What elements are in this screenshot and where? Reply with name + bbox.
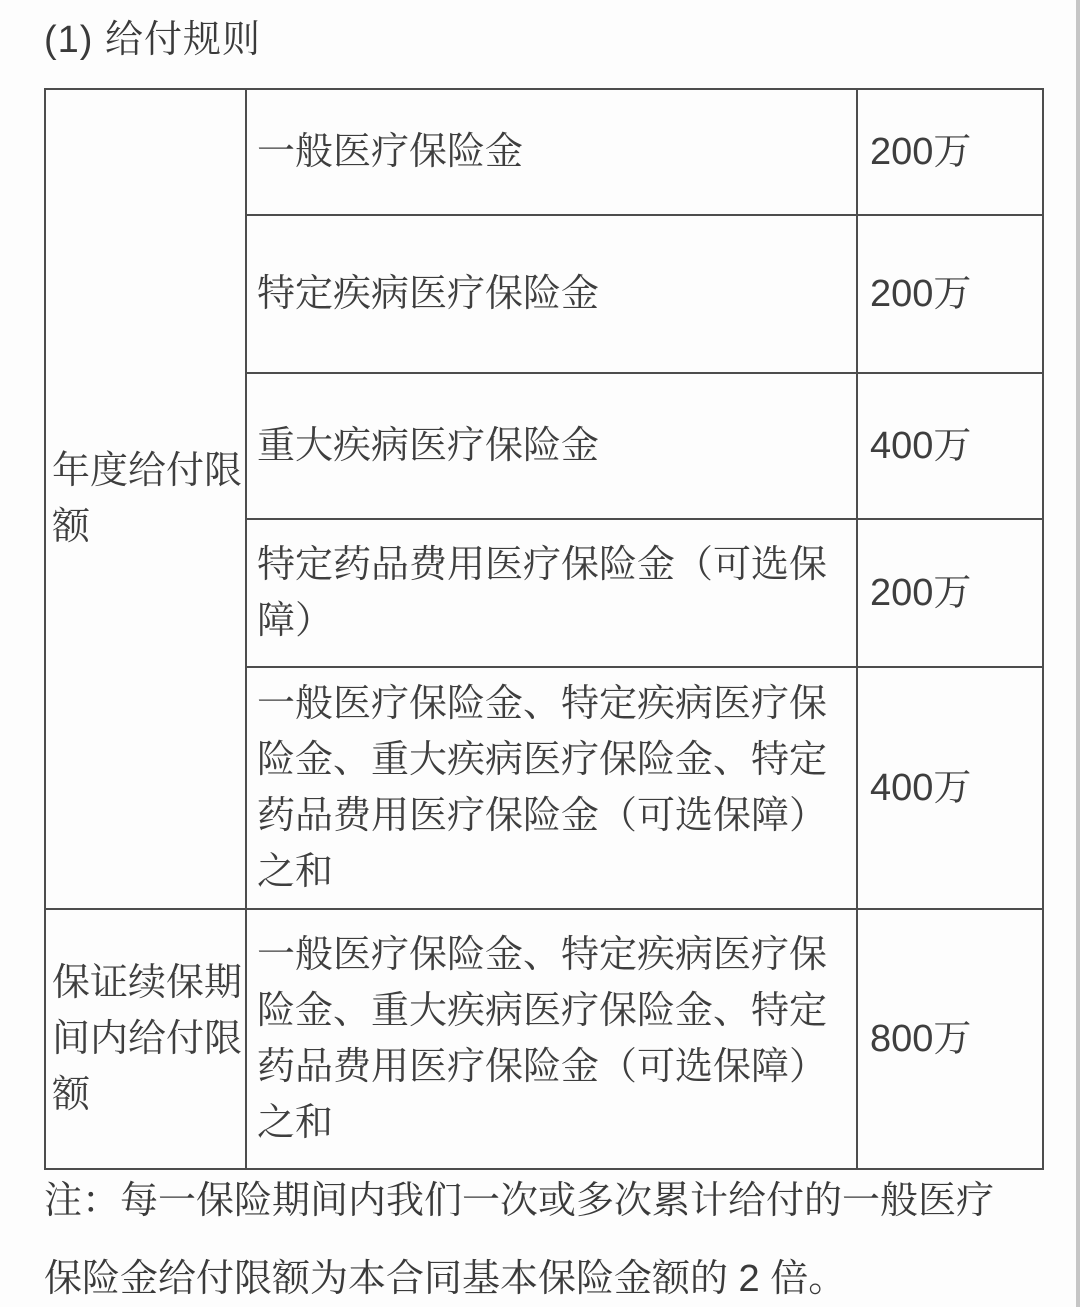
benefit-item-cell: 一般医疗保险金、特定疾病医疗保险金、重大疾病医疗保险金、特定药品费用医疗保险金（可选保障）之和 [246,909,857,1169]
limit-value-cell: 200万 [857,519,1043,667]
table-row [45,909,1043,1169]
footnote-line-1: 注：每一保险期间内我们一次或多次累计给付的一般医疗 [44,1180,995,1222]
benefit-item-cell: 特定疾病医疗保险金 [246,215,857,373]
benefit-item-cell: 一般医疗保险金、特定疾病医疗保险金、重大疾病医疗保险金、特定药品费用医疗保险金（可选保障）之和 [246,667,857,909]
limit-value-cell: 400万 [857,373,1043,519]
benefit-item-cell: 特定药品费用医疗保险金（可选保障） [246,519,857,667]
benefit-item-cell: 重大疾病医疗保险金 [246,373,857,519]
limit-value-cell: 400万 [857,667,1043,909]
section-title: (1) 给付规则 [44,19,262,61]
footnote-line-2: 保险金给付限额为本合同基本保险金额的 2 倍。 [44,1258,847,1300]
group-header-cell-renewal-limit: 保证续保期间内给付限额 [45,909,246,1169]
limit-value-cell: 200万 [857,89,1043,215]
limit-value-cell: 200万 [857,215,1043,373]
screen-edge-shade [1076,0,1080,1307]
table-row [45,89,1043,215]
benefit-item-cell: 一般医疗保险金 [246,89,857,215]
benefit-limits-table [44,88,1044,1170]
group-header-cell-annual-limit: 年度给付限额 [45,89,246,909]
limit-value-cell: 800万 [857,909,1043,1169]
